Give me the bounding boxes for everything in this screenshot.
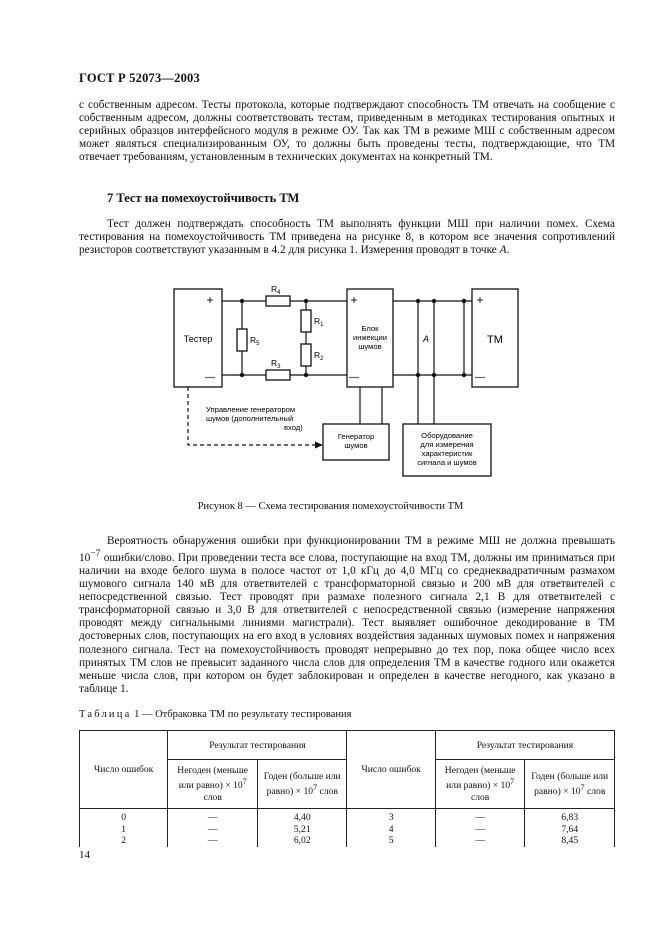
cell-errors: 0 — [80, 809, 168, 824]
equipment-label: для измерения — [420, 440, 474, 449]
header-bad-post: слов — [470, 791, 490, 803]
header-result: Результат тестирования — [168, 731, 347, 760]
r5-sub: 5 — [256, 341, 260, 347]
r3-sub: 3 — [277, 364, 281, 370]
cell-good: 4,40 — [257, 809, 346, 824]
table-row — [80, 809, 615, 824]
plus-sign: + — [476, 293, 484, 307]
cell-good: 6,83 — [525, 809, 615, 824]
probability-text-2: ошибки/слово. При проведении теста все слова, поступающие на вход ТМ, должны им приниматься при наличии на входе белого шума в полосе частот от 1,0 кГц до 4,0 МГц со среднеквадратичным размахом шумового сигнала 140 мВ для ответвителей с трансформаторной связью и 200 мВ для ответвителей с непосредственной связью. Тест проводят при размахе полезного сигнала 2,1 В для ответвителей с трансформаторной связью и 3,0 В для ответвителей с непосредственной связью (измерение напряжения проводят между сигнальными линиями магистрали). Тест выявляет ошибочное декодирование в ТМ достоверных слов, поступающих на его вход в условиях воздействия заданных шумовых помех и напряжения полезного сигнала. Тест на помехоустойчивость проводят непрерывно до тех пор, пока общее число всех принятых ТМ слов не превысит заданного числа слов для определения ТМ в качестве годного или окажется меньше числа слов, при котором он будет заблокирован и определен в качестве негодного, как указано в таблице 1. — [79, 551, 615, 695]
header-good-exp: 7 — [313, 782, 318, 792]
cell-bad: — — [168, 809, 258, 824]
header-bad — [435, 760, 525, 809]
paragraph-probability — [79, 535, 615, 696]
control-label: шумов (дополнительный — [206, 414, 294, 423]
figure-8-diagram — [170, 284, 520, 484]
r1-sub: 1 — [320, 322, 324, 328]
cell-bad: — — [435, 809, 525, 824]
header-bad-text: Негоден (меньше или равно) × 10 — [444, 765, 516, 792]
equipment-label: характеристик — [421, 449, 473, 458]
header-bad-exp: 7 — [510, 777, 515, 787]
generator-label: шумов — [344, 441, 368, 450]
header-good-post: слов — [317, 786, 338, 798]
r2-main: R — [314, 350, 321, 360]
equipment-label: сигнала и шумов — [417, 458, 477, 467]
r4-label — [271, 284, 281, 296]
paragraph-section-7-end: . — [506, 244, 510, 257]
noise-block-label: шумов — [358, 342, 382, 351]
resistor-r2 — [301, 344, 311, 366]
tm-label: ТМ — [487, 334, 503, 346]
table-caption-word: Таблица — [79, 709, 132, 720]
cell-bad: — — [168, 824, 258, 836]
section-title: 7 Тест на помехоустойчивость ТМ — [107, 191, 300, 205]
tester-label: Тестер — [183, 334, 213, 344]
paragraph-section-7 — [79, 218, 615, 257]
header-errors: Число ошибок — [80, 731, 168, 809]
cell-bad: — — [168, 835, 258, 847]
table-row — [80, 835, 615, 847]
header-bad-exp: 7 — [242, 777, 247, 787]
r5-label — [250, 335, 260, 347]
minus-sign: — — [349, 372, 359, 383]
cell-bad: — — [435, 835, 525, 847]
r1-label — [314, 316, 324, 328]
header-good — [257, 760, 346, 809]
r2-label — [314, 350, 324, 362]
paragraph-intro: с собственным адресом. Тесты протокола, которые подтверждают способность ТМ отвечать на сообщение с собственным адресом, должны соответствовать тестам, приведенным в методиках тестирования опытных и серийных образцов интерфейсного модуля в режиме ОУ. Так как ТМ в режиме МШ с собственным адресом может являться специализированным ОУ, то должны быть проведены тесты, подтверждающие, что ТМ отвечает требованиям, установленным в технических документах на конкретный ТМ. — [79, 99, 615, 164]
probability-exponent: −7 — [90, 549, 101, 560]
cell-good: 5,21 — [257, 824, 346, 836]
document-header: ГОСТ Р 52073—2003 — [79, 71, 200, 85]
plus-sign: + — [206, 293, 214, 307]
header-bad-text: Негоден (меньше или равно) × 10 — [177, 765, 249, 792]
cell-good: 6,02 — [257, 835, 346, 847]
r4-sub: 4 — [277, 290, 281, 296]
table-caption-rest: 1 — Отбраковка ТМ по результату тестирования — [131, 709, 352, 720]
rejection-table — [79, 730, 615, 847]
cell-errors: 1 — [80, 824, 168, 836]
probability-text-1: Вероятность обнаружения ошибки при функционировании ТМ в режиме МШ не должна превышать 10 — [79, 535, 615, 564]
r3-label — [271, 358, 281, 370]
header-good — [525, 760, 615, 809]
cell-good: 7,64 — [525, 824, 615, 836]
cell-bad: — — [435, 824, 525, 836]
table-caption — [79, 709, 351, 720]
r5-main: R — [250, 335, 257, 345]
resistor-r5 — [237, 329, 247, 351]
table-row — [80, 824, 615, 836]
header-bad — [168, 760, 258, 809]
plus-sign: + — [350, 293, 358, 307]
point-a-label: А — [422, 334, 430, 344]
cell-good: 8,45 — [525, 835, 615, 847]
noise-block-label: инжекции — [353, 333, 387, 342]
paragraph-section-7-text: Тест должен подтверждать способность ТМ выполнять функции МШ при наличии помех. Схема тестирования на помехоустойчивость ТМ приведена на рисунке 8, в котором все значения сопротивлений резисторов соответствуют указанным в 4.2 для рисунка 1. Измерения проводят в точке — [79, 218, 615, 257]
header-good-exp: 7 — [580, 782, 585, 792]
figure-caption: Рисунок 8 — Схема тестирования помехоустойчивости ТМ — [197, 501, 464, 512]
header-good-text: Годен (больше или равно) × 10 — [263, 770, 341, 798]
control-label: Управление генератором — [206, 405, 296, 414]
header-errors: Число ошибок — [347, 731, 435, 809]
header-bad-post: слов — [203, 791, 222, 803]
control-label: вход) — [284, 423, 303, 432]
header-good-text: Годен (больше или равно) × 10 — [531, 770, 609, 798]
header-result: Результат тестирования — [435, 731, 614, 760]
cell-errors: 4 — [347, 824, 435, 836]
minus-sign: — — [205, 372, 215, 383]
resistor-r4 — [266, 296, 290, 306]
point-a-ref: А — [499, 244, 507, 257]
minus-sign: — — [475, 372, 485, 383]
r3-main: R — [271, 358, 278, 368]
generator-label: Генератор — [337, 432, 375, 441]
r2-sub: 2 — [320, 356, 324, 362]
r4-main: R — [271, 284, 278, 294]
cell-errors: 2 — [80, 835, 168, 847]
cell-errors: 5 — [347, 835, 435, 847]
resistor-r3 — [266, 370, 290, 380]
header-good-post: слов — [584, 786, 606, 798]
equipment-label: Оборудование — [421, 431, 473, 440]
noise-block-label: Блок — [361, 324, 379, 333]
cell-errors: 3 — [347, 809, 435, 824]
page-number: 14 — [79, 849, 90, 861]
resistor-r1 — [301, 310, 311, 332]
r1-main: R — [314, 316, 321, 326]
